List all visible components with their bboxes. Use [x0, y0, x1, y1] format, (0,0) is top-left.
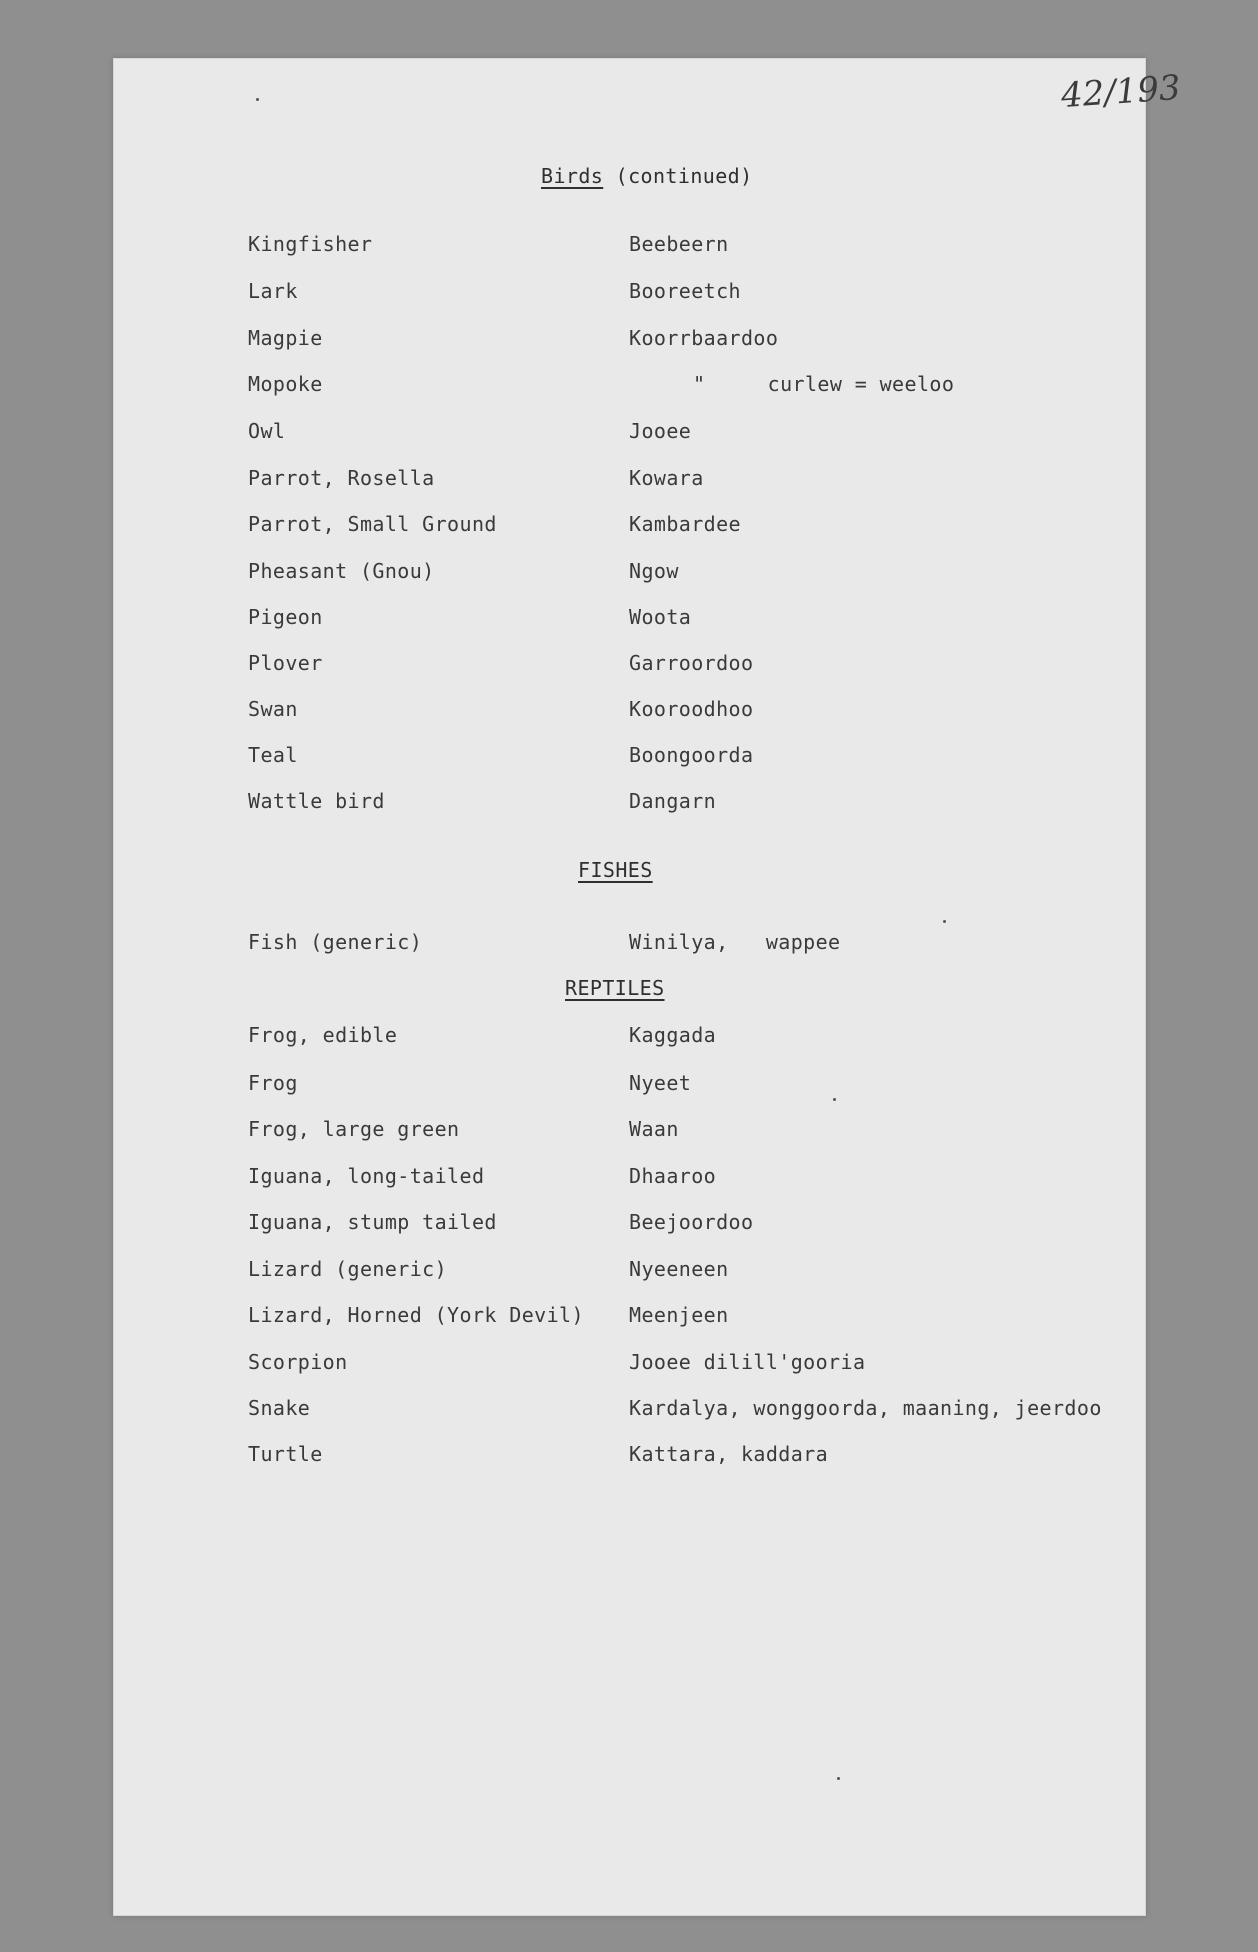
- bird-english: Parrot, Rosella: [248, 466, 435, 490]
- birds-heading: [541, 164, 753, 188]
- bird-native: Kooroodhoo: [629, 697, 754, 721]
- bird-native: Woota: [629, 605, 692, 629]
- reptile-native: Jooee dilill'gooria: [629, 1350, 866, 1374]
- bird-native: Booreetch: [629, 279, 741, 303]
- reptile-english: Snake: [248, 1396, 311, 1420]
- bird-english: Mopoke: [248, 372, 323, 396]
- fish-english: Fish (generic): [248, 930, 423, 954]
- bird-english: Plover: [248, 651, 323, 675]
- reptile-native: Waan: [629, 1117, 679, 1141]
- bird-native: Kambardee: [629, 512, 741, 536]
- bird-native: Boongoorda: [629, 743, 754, 767]
- fishes-heading-label: FISHES: [578, 858, 653, 882]
- bird-english: Magpie: [248, 326, 323, 350]
- reptile-native: Nyeeneen: [629, 1257, 729, 1281]
- bird-english: Parrot, Small Ground: [248, 512, 497, 536]
- fish-native: Winilya, wappee: [629, 930, 841, 954]
- bird-native: Beebeern: [629, 232, 729, 256]
- bird-english: Owl: [248, 419, 286, 443]
- reptile-english: Scorpion: [248, 1350, 348, 1374]
- paper-speck: [943, 920, 946, 923]
- reptile-english: Lizard, Horned (York Devil): [248, 1303, 584, 1327]
- bird-english: Teal: [248, 743, 298, 767]
- paper-speck: [256, 98, 259, 101]
- paper-speck: [837, 1777, 840, 1780]
- reptile-english: Frog, edible: [248, 1023, 398, 1047]
- birds-heading-suffix: (continued): [615, 164, 753, 188]
- reptile-english: Iguana, long-tailed: [248, 1164, 485, 1188]
- bird-english: Lark: [248, 279, 298, 303]
- reptile-english: Turtle: [248, 1442, 323, 1466]
- reptile-native: Dhaaroo: [629, 1164, 717, 1188]
- bird-native: Garroordoo: [629, 651, 754, 675]
- bird-english: Wattle bird: [248, 789, 385, 813]
- reptile-english: Frog, large green: [248, 1117, 460, 1141]
- bird-native: Koorrbaardoo: [629, 326, 779, 350]
- reptile-native: Kaggada: [629, 1023, 717, 1047]
- reptile-native: Nyeet: [629, 1071, 692, 1095]
- reptile-native: Meenjeen: [629, 1303, 729, 1327]
- reptiles-heading: [565, 976, 665, 1000]
- reptile-english: Frog: [248, 1071, 298, 1095]
- reptile-native: Beejoordoo: [629, 1210, 754, 1234]
- bird-native: Jooee: [629, 419, 692, 443]
- reptiles-heading-label: REPTILES: [565, 976, 665, 1000]
- bird-native: Dangarn: [629, 789, 717, 813]
- reptile-native: Kardalya, wonggoorda, maaning, jeerdoo: [629, 1396, 1102, 1420]
- bird-english: Pheasant (Gnou): [248, 559, 435, 583]
- bird-english: Swan: [248, 697, 298, 721]
- reptile-english: Lizard (generic): [248, 1257, 448, 1281]
- paper-speck: [833, 1098, 836, 1101]
- reptile-english: Iguana, stump tailed: [248, 1210, 497, 1234]
- page-number: 42/193: [1059, 67, 1182, 117]
- bird-native: " curlew = weeloo: [693, 372, 955, 396]
- bird-english: Kingfisher: [248, 232, 373, 256]
- document-page: [113, 58, 1182, 1916]
- birds-heading-label: Birds: [541, 164, 604, 188]
- fishes-heading: [578, 858, 653, 882]
- bird-native: Ngow: [629, 559, 679, 583]
- reptile-native: Kattara, kaddara: [629, 1442, 829, 1466]
- bird-native: Kowara: [629, 466, 704, 490]
- bird-english: Pigeon: [248, 605, 323, 629]
